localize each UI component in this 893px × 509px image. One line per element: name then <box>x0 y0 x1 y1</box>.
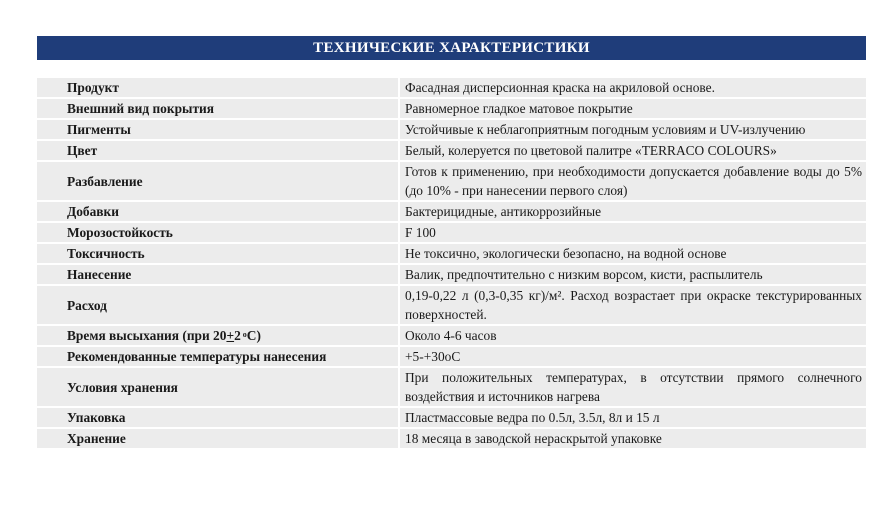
row-label: Морозостойкость <box>37 222 399 243</box>
table-row <box>37 222 866 243</box>
page-title: ТЕХНИЧЕСКИЕ ХАРАКТЕРИСТИКИ <box>37 36 866 60</box>
degree-sign: о <box>242 330 247 339</box>
table-row <box>37 161 866 201</box>
row-label: Разбавление <box>37 161 399 201</box>
row-value: При положительных температурах, в отсутствии прямого солнечного воздействия и источников нагрева <box>399 367 866 407</box>
row-label: Цвет <box>37 140 399 161</box>
row-value: Равномерное гладкое матовое покрытие <box>399 98 866 119</box>
drying-label-prefix: Время высыхания (при 20 <box>67 328 227 343</box>
row-value: Около 4-6 часов <box>399 325 866 346</box>
table-row <box>37 346 866 367</box>
row-value: 0,19-0,22 л (0,3-0,35 кг)/м². Расход возрастает при окраске текстурированных поверхностей. <box>399 285 866 325</box>
drying-label-suffix: С) <box>246 328 261 343</box>
table-row <box>37 367 866 407</box>
table-row <box>37 407 866 428</box>
row-label: Продукт <box>37 77 399 98</box>
table-row <box>37 264 866 285</box>
row-value: Бактерицидные, антикоррозийные <box>399 201 866 222</box>
table-row <box>37 119 866 140</box>
row-value: F 100 <box>399 222 866 243</box>
row-label: Рекомендованные температуры нанесения <box>37 346 399 367</box>
plus-minus-sign: + <box>226 328 235 343</box>
drying-label-tolerance: 2 <box>234 328 241 343</box>
row-value: Готов к применению, при необходимости допускается добавление воды до 5% (до 10% - при нанесении первого слоя) <box>399 161 866 201</box>
row-label: Нанесение <box>37 264 399 285</box>
row-value: Пластмассовые ведра по 0.5л, 3.5л, 8л и 15 л <box>399 407 866 428</box>
table-row <box>37 285 866 325</box>
row-value: Устойчивые к неблагоприятным погодным условиям и UV-излучению <box>399 119 866 140</box>
table-row <box>37 325 866 346</box>
table-row <box>37 201 866 222</box>
row-value: Не токсично, экологически безопасно, на водной основе <box>399 243 866 264</box>
row-label: Пигменты <box>37 119 399 140</box>
row-label: Внешний вид покрытия <box>37 98 399 119</box>
table-row <box>37 140 866 161</box>
specs-table <box>37 76 866 450</box>
row-label: Токсичность <box>37 243 399 264</box>
row-label: Расход <box>37 285 399 325</box>
row-label: Хранение <box>37 428 399 449</box>
row-label: Добавки <box>37 201 399 222</box>
row-label: Упаковка <box>37 407 399 428</box>
row-label: Условия хранения <box>37 367 399 407</box>
table-row <box>37 428 866 449</box>
table-row <box>37 243 866 264</box>
row-value: 18 месяца в заводской нераскрытой упаковке <box>399 428 866 449</box>
row-value: Валик, предпочтительно с низким ворсом, кисти, распылитель <box>399 264 866 285</box>
row-value: Фасадная дисперсионная краска на акриловой основе. <box>399 77 866 98</box>
row-value: +5-+30оС <box>399 346 866 367</box>
row-value: Белый, колеруется по цветовой палитре «TERRACO COLOURS» <box>399 140 866 161</box>
table-row <box>37 77 866 98</box>
row-label-drying-time <box>37 325 399 346</box>
table-row <box>37 98 866 119</box>
